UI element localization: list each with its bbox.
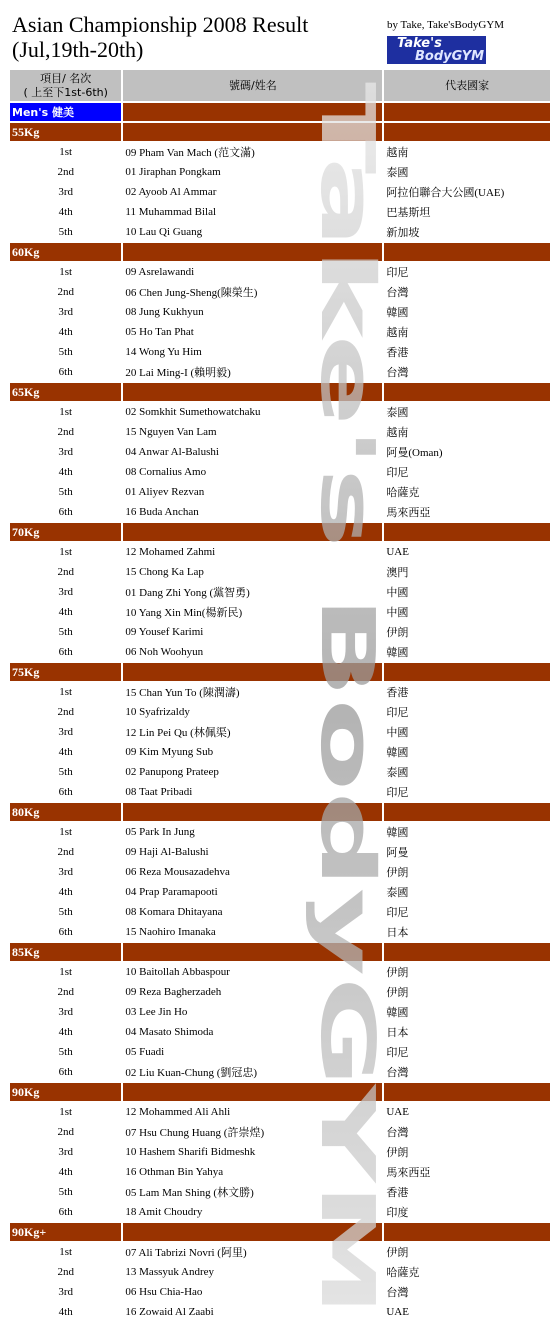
rank-cell: 2nd [57, 166, 74, 178]
weight-class-filler [384, 243, 550, 261]
result-row [10, 223, 550, 241]
logo-text-line2: BodyGYM [415, 49, 485, 64]
weight-class-row [10, 1223, 550, 1241]
country-cell: 台灣 [386, 287, 409, 299]
competitor-cell: 01 Aliyev Rezvan [125, 486, 205, 498]
result-row [10, 443, 550, 461]
competitor-cell: 01 Dang Zhi Yong (黨智勇) [125, 587, 250, 599]
competitor-cell: 06 Hsu Chia-Hao [125, 1286, 203, 1298]
result-row [10, 723, 550, 741]
result-row [10, 543, 550, 561]
result-row [10, 303, 550, 321]
competitor-cell: 06 Noh Woohyun [125, 646, 204, 658]
country-cell: 韓國 [386, 827, 409, 839]
rank-cell: 3rd [58, 306, 74, 318]
result-row [10, 783, 550, 801]
competitor-cell: 18 Amit Choudry [125, 1206, 203, 1218]
result-row [10, 823, 550, 841]
rank-cell: 3rd [58, 1286, 74, 1298]
gym-logo[interactable] [387, 36, 486, 64]
country-cell: 日本 [386, 927, 409, 939]
competitor-cell: 09 Kim Myung Sub [125, 746, 214, 758]
weight-class-label: 80Kg [10, 803, 121, 821]
result-row [10, 743, 550, 761]
weight-class-filler [123, 123, 382, 141]
country-cell: 台灣 [386, 1287, 409, 1299]
country-cell: 印度 [386, 1207, 409, 1219]
competitor-cell: 16 Buda Anchan [125, 506, 199, 518]
weight-class-label: 60Kg [10, 243, 121, 261]
rank-cell: 4th [58, 326, 73, 338]
country-cell: 台灣 [386, 1127, 409, 1139]
country-cell: 印尼 [386, 907, 409, 919]
competitor-cell: 09 Reza Bagherzadeh [125, 986, 222, 998]
competitor-cell: 01 Jiraphan Pongkam [125, 166, 221, 178]
weight-class-label: 90Kg [10, 1083, 121, 1101]
author-credit: by Take, Take'sBodyGYM [387, 19, 505, 31]
country-cell: 伊朗 [386, 867, 409, 879]
result-row [10, 863, 550, 881]
competitor-cell: 10 Lau Qi Guang [125, 226, 203, 238]
rank-cell: 1st [59, 686, 73, 698]
country-cell: 澳門 [386, 567, 409, 579]
result-row [10, 683, 550, 701]
competitor-cell: 16 Zowaid Al Zaabi [125, 1306, 214, 1318]
result-row [10, 1063, 550, 1081]
competitor-cell: 09 Asrelawandi [125, 266, 195, 278]
weight-class-filler [384, 943, 550, 961]
weight-class-filler [123, 1223, 382, 1241]
weight-class-row [10, 243, 550, 261]
country-cell: 印尼 [386, 707, 409, 719]
result-row [10, 643, 550, 661]
result-row [10, 883, 550, 901]
rank-cell: 1st [59, 1246, 73, 1258]
rank-cell: 4th [58, 466, 73, 478]
result-row [10, 1143, 550, 1161]
weight-class-row [10, 803, 550, 821]
page-title: Asian Championship 2008 Result (Jul,19th-20th) [12, 12, 309, 62]
competitor-cell: 15 Chan Yun To (陳潤濤) [125, 687, 240, 699]
result-row [10, 343, 550, 361]
result-row [10, 463, 550, 481]
weight-class-label: 65Kg [10, 383, 121, 401]
result-row [10, 143, 550, 161]
competitor-cell: 07 Ali Tabrizi Novri (阿里) [125, 1247, 247, 1259]
country-cell: 馬來西亞 [386, 507, 431, 519]
result-row [10, 583, 550, 601]
weight-class-row [10, 523, 550, 541]
rank-cell: 3rd [58, 1006, 74, 1018]
rank-cell: 1st [59, 266, 73, 278]
competitor-cell: 12 Mohammed Ali Ahli [125, 1106, 231, 1118]
result-row [10, 1163, 550, 1181]
result-row [10, 503, 550, 521]
competitor-cell: 06 Reza Mousazadehva [125, 866, 230, 878]
country-cell: 中國 [386, 607, 409, 619]
country-cell: 韓國 [386, 747, 409, 759]
competitor-cell: 10 Yang Xin Min(楊新民) [125, 607, 243, 619]
category-filler [123, 103, 382, 121]
rank-cell: 2nd [57, 706, 74, 718]
competitor-cell: 10 Hashem Sharifi Bidmeshk [125, 1146, 256, 1158]
competitor-cell: 02 Ayoob Al Ammar [125, 186, 217, 198]
country-cell: 韓國 [386, 307, 409, 319]
rank-cell: 5th [58, 346, 73, 358]
rank-cell: 3rd [58, 586, 74, 598]
rank-cell: 1st [59, 1106, 73, 1118]
rank-cell: 5th [58, 766, 73, 778]
rank-cell: 1st [59, 546, 73, 558]
country-cell: 馬來西亞 [386, 1167, 431, 1179]
result-row [10, 363, 550, 381]
weight-class-filler [384, 1083, 550, 1101]
weight-class-row [10, 663, 550, 681]
competitor-cell: 20 Lai Ming-I (賴明毅) [125, 367, 231, 379]
results-table [8, 68, 552, 1323]
rank-cell: 3rd [58, 726, 74, 738]
weight-class-filler [123, 663, 382, 681]
competitor-cell: 03 Lee Jin Ho [125, 1006, 188, 1018]
country-cell: 泰國 [386, 767, 409, 779]
rank-cell: 3rd [58, 446, 74, 458]
rank-cell: 4th [58, 1306, 73, 1318]
page [8, 8, 552, 1323]
result-row [10, 203, 550, 221]
competitor-cell: 02 Somkhit Sumethowatchaku [125, 406, 261, 418]
competitor-cell: 04 Masato Shimoda [125, 1026, 214, 1038]
country-cell: 哈薩克 [386, 1267, 420, 1279]
rank-cell: 5th [58, 486, 73, 498]
weight-class-label: 90Kg+ [10, 1223, 121, 1241]
country-cell: 阿曼 [386, 847, 409, 859]
competitor-cell: 04 Anwar Al-Balushi [125, 446, 219, 458]
country-cell: 新加坡 [386, 227, 420, 239]
competitor-cell: 10 Baitollah Abbaspour [125, 966, 230, 978]
result-row [10, 623, 550, 641]
competitor-cell: 09 Yousef Karimi [125, 626, 204, 638]
rank-cell: 3rd [58, 866, 74, 878]
weight-class-filler [123, 803, 382, 821]
weight-class-label: 85Kg [10, 943, 121, 961]
rank-cell: 3rd [58, 186, 74, 198]
competitor-cell: 02 Panupong Prateep [125, 766, 219, 778]
rank-cell: 4th [58, 746, 73, 758]
competitor-cell: 15 Naohiro Imanaka [125, 926, 216, 938]
competitor-cell: 12 Lin Pei Qu (林佩渠) [125, 727, 231, 739]
rank-cell: 6th [58, 1206, 73, 1218]
result-row [10, 703, 550, 721]
weight-class-label: 55Kg [10, 123, 121, 141]
result-row [10, 323, 550, 341]
result-row [10, 163, 550, 181]
weight-class-row [10, 1083, 550, 1101]
country-cell: 泰國 [386, 887, 409, 899]
country-cell: UAE [386, 1106, 409, 1118]
rank-cell: 4th [58, 206, 73, 218]
result-row [10, 423, 550, 441]
rank-cell: 2nd [57, 566, 74, 578]
country-cell: 泰國 [386, 407, 409, 419]
country-cell: 越南 [386, 427, 409, 439]
rank-cell: 5th [58, 226, 73, 238]
competitor-cell: 05 Ho Tan Phat [125, 326, 194, 338]
competitor-cell: 09 Pham Van Mach (范文滿) [125, 147, 255, 159]
country-cell: 台灣 [386, 367, 409, 379]
weight-class-filler [123, 243, 382, 261]
result-row [10, 603, 550, 621]
weight-class-filler [384, 523, 550, 541]
result-row [10, 183, 550, 201]
rank-cell: 5th [58, 906, 73, 918]
rank-cell: 6th [58, 366, 73, 378]
weight-class-filler [384, 123, 550, 141]
competitor-cell: 09 Haji Al-Balushi [125, 846, 209, 858]
competitor-cell: 05 Fuadi [125, 1046, 165, 1058]
weight-class-row [10, 383, 550, 401]
result-row [10, 923, 550, 941]
country-cell: 中國 [386, 587, 409, 599]
competitor-cell: 08 Jung Kukhyun [125, 306, 204, 318]
result-row [10, 763, 550, 781]
rank-cell: 6th [58, 926, 73, 938]
competitor-cell: 02 Liu Kuan-Chung (劉冠忠) [125, 1067, 258, 1079]
country-cell: 伊朗 [386, 987, 409, 999]
rank-cell: 1st [59, 826, 73, 838]
category-row [10, 103, 550, 121]
category-label: Men's 健美 [10, 103, 121, 121]
country-column-header: 代表國家 [384, 70, 550, 101]
rank-cell: 5th [58, 1046, 73, 1058]
result-row [10, 903, 550, 921]
rank-cell: 5th [58, 626, 73, 638]
weight-class-row [10, 943, 550, 961]
country-cell: 中國 [386, 727, 409, 739]
result-row [10, 843, 550, 861]
competitor-cell: 14 Wong Yu Him [125, 346, 202, 358]
country-cell: 香港 [386, 687, 409, 699]
result-row [10, 1103, 550, 1121]
name-column-header: 號碼/姓名 [123, 70, 382, 101]
rank-cell: 2nd [57, 1266, 74, 1278]
country-cell: 印尼 [386, 1047, 409, 1059]
result-row [10, 1203, 550, 1221]
country-cell: 伊朗 [386, 1147, 409, 1159]
result-row [10, 1263, 550, 1281]
country-cell: 印尼 [386, 467, 409, 479]
rank-cell: 4th [58, 886, 73, 898]
header [8, 8, 552, 68]
country-cell: 伊朗 [386, 967, 409, 979]
result-row [10, 483, 550, 501]
rank-cell: 2nd [57, 986, 74, 998]
country-cell: 泰國 [386, 167, 409, 179]
rank-cell: 2nd [57, 426, 74, 438]
competitor-cell: 05 Lam Man Shing (林文勝) [125, 1187, 254, 1199]
result-row [10, 403, 550, 421]
competitor-cell: 08 Cornalius Amo [125, 466, 207, 478]
country-cell: 哈薩克 [386, 487, 420, 499]
country-cell: 阿拉伯聯合大公國(UAE) [386, 187, 505, 199]
country-cell: UAE [386, 546, 409, 558]
competitor-cell: 13 Massyuk Andrey [125, 1266, 215, 1278]
weight-class-label: 75Kg [10, 663, 121, 681]
result-row [10, 963, 550, 981]
weight-class-filler [384, 803, 550, 821]
competitor-cell: 15 Nguyen Van Lam [125, 426, 217, 438]
country-cell: 越南 [386, 327, 409, 339]
rank-cell: 6th [58, 646, 73, 658]
result-row [10, 563, 550, 581]
country-cell: 巴基斯坦 [386, 207, 431, 219]
result-row [10, 1123, 550, 1141]
rank-cell: 4th [58, 1026, 73, 1038]
rank-cell: 5th [58, 1186, 73, 1198]
competitor-cell: 08 Taat Pribadi [125, 786, 193, 798]
result-row [10, 263, 550, 281]
country-cell: 印尼 [386, 267, 409, 279]
country-cell: 伊朗 [386, 1247, 409, 1259]
competitor-cell: 08 Komara Dhitayana [125, 906, 223, 918]
competitor-cell: 07 Hsu Chung Huang (許崇煌) [125, 1127, 265, 1139]
result-row [10, 283, 550, 301]
rank-cell: 1st [59, 406, 73, 418]
country-cell: 香港 [386, 1187, 409, 1199]
rank-cell: 1st [59, 146, 73, 158]
weight-class-filler [123, 943, 382, 961]
weight-class-filler [384, 663, 550, 681]
weight-class-filler [123, 383, 382, 401]
competitor-cell: 15 Chong Ka Lap [125, 566, 204, 578]
result-row [10, 1283, 550, 1301]
weight-class-row [10, 123, 550, 141]
logo-text-line1: Take's [397, 36, 442, 51]
competitor-cell: 10 Syafrizaldy [125, 706, 190, 718]
competitor-cell: 05 Park In Jung [125, 826, 195, 838]
country-cell: 韓國 [386, 1007, 409, 1019]
rank-cell: 2nd [57, 286, 74, 298]
country-cell: UAE [386, 1306, 409, 1318]
result-row [10, 1303, 550, 1321]
weight-class-filler [384, 383, 550, 401]
rank-cell: 6th [58, 506, 73, 518]
country-cell: 越南 [386, 147, 409, 159]
country-cell: 香港 [386, 347, 409, 359]
weight-class-filler [123, 1083, 382, 1101]
weight-class-label: 70Kg [10, 523, 121, 541]
country-cell: 伊朗 [386, 627, 409, 639]
column-header-row [10, 70, 550, 101]
result-row [10, 1243, 550, 1261]
country-cell: 日本 [386, 1027, 409, 1039]
rank-cell: 6th [58, 786, 73, 798]
weight-class-filler [384, 1223, 550, 1241]
rank-cell: 2nd [57, 846, 74, 858]
category-filler [384, 103, 550, 121]
rank-cell: 6th [58, 1066, 73, 1078]
rank-cell: 4th [58, 1166, 73, 1178]
competitor-cell: 16 Othman Bin Yahya [125, 1166, 224, 1178]
competitor-cell: 11 Muhammad Bilal [125, 206, 217, 218]
country-cell: 韓國 [386, 647, 409, 659]
result-row [10, 1003, 550, 1021]
rank-cell: 2nd [57, 1126, 74, 1138]
rank-cell: 3rd [58, 1146, 74, 1158]
country-cell: 阿曼(Oman) [386, 447, 443, 459]
result-row [10, 1043, 550, 1061]
rank-cell: 1st [59, 966, 73, 978]
competitor-cell: 06 Chen Jung-Sheng(陳榮生) [125, 287, 258, 299]
result-row [10, 983, 550, 1001]
weight-class-filler [123, 523, 382, 541]
rank-column-header: 項目/ 名次 ( 上至下1st-6th) [10, 70, 121, 101]
result-row [10, 1023, 550, 1041]
country-cell: 台灣 [386, 1067, 409, 1079]
competitor-cell: 12 Mohamed Zahmi [125, 546, 216, 558]
country-cell: 印尼 [386, 787, 409, 799]
competitor-cell: 04 Prap Paramapooti [125, 886, 218, 898]
rank-cell: 4th [58, 606, 73, 618]
watermark-text: Take's BodyGYM [304, 82, 390, 758]
result-row [10, 1183, 550, 1201]
